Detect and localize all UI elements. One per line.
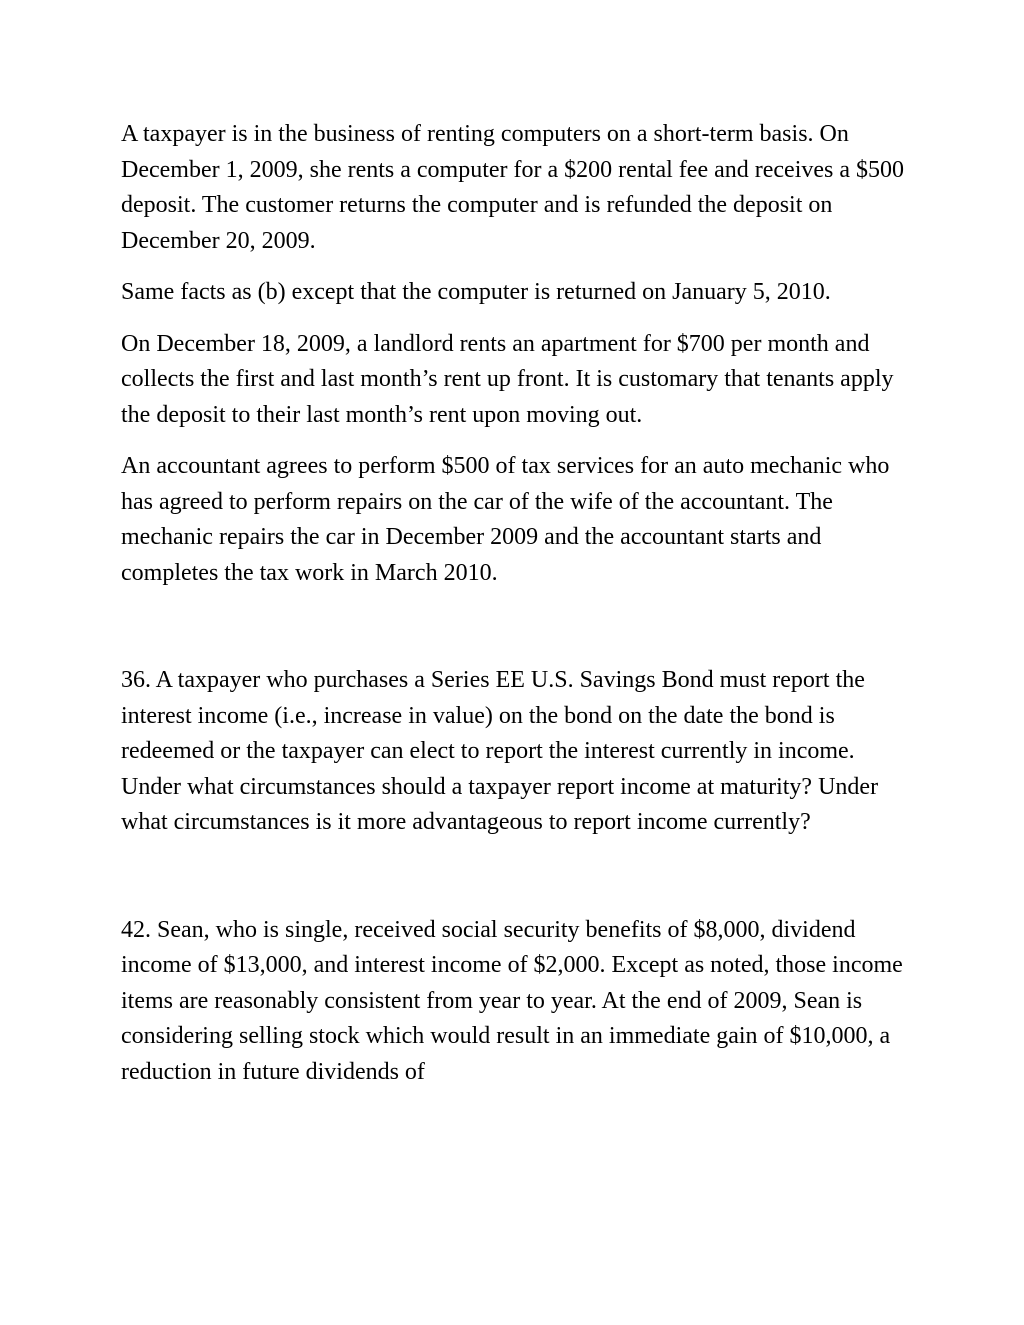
paragraph-accountant-barter: An accountant agrees to perform $500 of tax services for an auto mechanic who has agreed to perform repairs on the car of the wife of the accountant. The mechanic repairs the car in December 2009 and the accountant starts and completes the tax work in March 2010. bbox=[121, 453, 890, 586]
question-36: 36. A taxpayer who purchases a Series EE U.S. Savings Bond must report the interest income (i.e., increase in value) on the bond on the date the bond is redeemed or the taxpayer can elect to report the interest currently in income. Under what circumstances should a taxpayer report income at maturity? Under what circumstances is it more advantageous to report income currently? bbox=[121, 667, 879, 835]
paragraph-landlord-rent: On December 18, 2009, a landlord rents an apartment for $700 per month and collects the first and last month’s rent up front. It is customary that tenants apply the deposit to their last month’s rent upon moving out. bbox=[121, 330, 894, 428]
question-42: 42. Sean, who is single, received social security benefits of $8,000, dividend income of $13,000, and interest income of $2,000. Except as noted, those income items are reasonably consistent from year to year. At the end of 2009, Sean is considering selling stock which would result in an immediate gain of $10,000, a reduction in future dividends of bbox=[121, 916, 903, 1085]
document-body bbox=[121, 117, 911, 1106]
paragraph-computer-rental: A taxpayer is in the business of renting computers on a short-term basis. On December 1, 2009, she rents a computer for a $200 rental fee and receives a $500 deposit. The customer returns the computer and is refunded the deposit on December 20, 2009. bbox=[121, 121, 905, 254]
spacer bbox=[121, 607, 911, 663]
spacer bbox=[121, 857, 911, 913]
paragraph-computer-returned-january: Same facts as (b) except that the computer is returned on January 5, 2010. bbox=[121, 279, 831, 305]
